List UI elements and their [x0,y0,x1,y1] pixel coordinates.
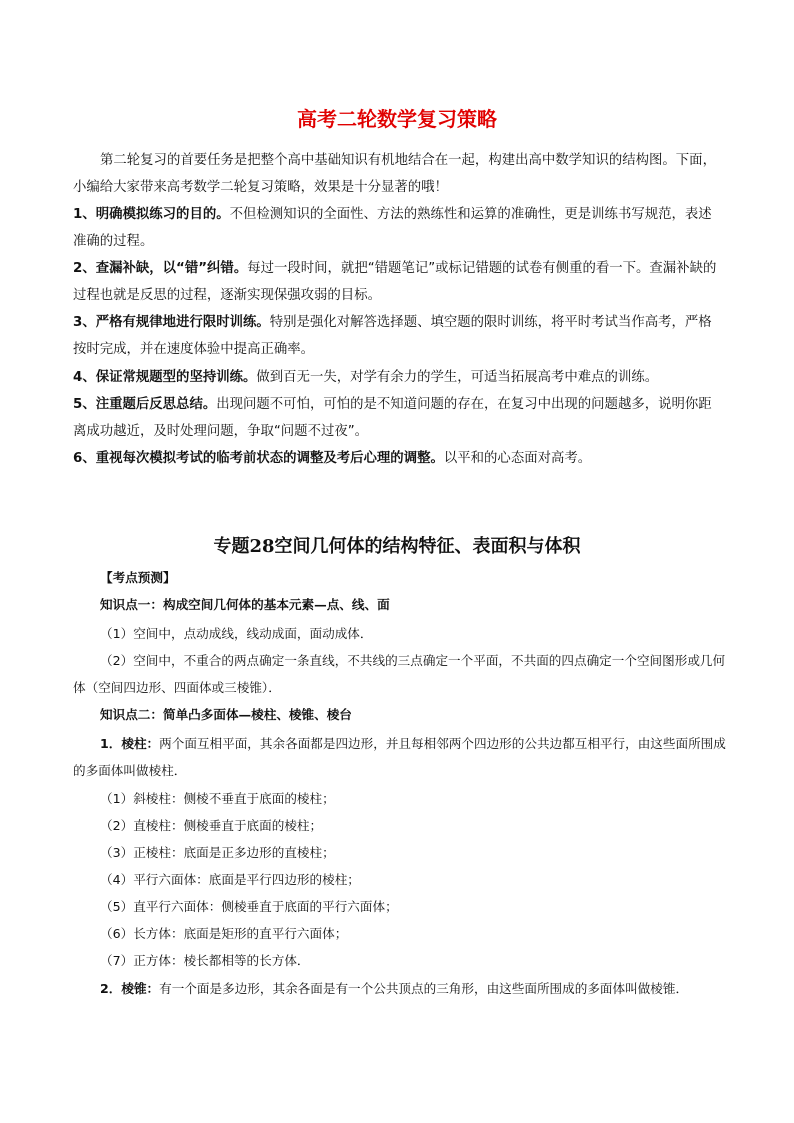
kp1-title-text: 知识点一：构成空间几何体的基本元素—点、线、面 [100,597,390,612]
strategy-title: 高考二轮数学复习策略 [297,107,497,131]
section-tag [100,565,755,592]
kp1-line-1: （1）空间中，点动成线，线动成面，面动成体． [100,626,373,641]
strategy-item-2 [73,256,723,309]
strategy-item-body: 每过一段时间，就把“错题笔记”或标记错题的试卷有侧重的看一下。查漏补缺的过程也就是反思的过程，逐渐实现保强攻弱的目标。 [73,261,717,303]
strategy-item-body: 特别是强化对解答选择题、填空题的限时训练，将平时考试当作高考，严格按时完成，并在速度体验中提高正确率。 [73,315,712,357]
strategy-item-body: 不但检测知识的全面性、方法的熟练性和运算的准确性，更是训练书写规范，表述准确的过程。 [73,207,712,249]
prism-type-3: （3）正棱柱：底面是正多边形的直棱柱； [100,845,335,860]
strategy-item-head: 1、明确模拟练习的目的。 [73,207,230,222]
prism-type-2: （2）直棱柱：侧棱垂直于底面的棱柱； [100,818,323,833]
strategy-item-3 [73,310,723,363]
strategy-item-head: 5、注重题后反思总结。 [73,397,217,412]
prism-body: 两个面互相平面，其余各面都是四边形，并且每相邻两个四边形的公共边都互相平行，由这些面所围成的多面体叫做棱柱． [73,736,726,778]
strategy-item-body: 出现问题不可怕，可怕的是不知道问题的存在，在复习中出现的问题越多，说明你距离成功越近，及时处理问题，争取“问题不过夜”。 [73,397,712,439]
strategy-item-head: 4、保证常规题型的坚持训练。 [73,370,257,385]
prism-head: 1．棱柱： [100,736,160,751]
prism-type-6: （6）长方体：底面是矩形的直平行六面体； [100,926,348,941]
section-tag-text: 【考点预测】 [100,570,176,585]
strategy-item-body: 以平和的心态面对高考。 [443,451,592,466]
pyramid-body: 有一个面是多边形，其余各面是有一个公共顶点的三角形，由这些面所围成的多面体叫做棱锥． [159,981,689,996]
topic-title: 专题28空间几何体的结构特征、表面积与体积 [213,536,581,557]
kp1-line-2: （2）空间中，不重合的两点确定一条直线，不共线的三点确定一个平面，不共面的四点确定一个空间图形或几何体（空间四边形、四面体或三棱锥）． [73,653,726,695]
strategy-item-4 [73,365,723,392]
prism-type-4: （4）平行六面体：底面是平行四边形的棱柱； [100,872,360,887]
strategy-item-head: 3、严格有规律地进行限时训练。 [73,315,270,330]
pyramid-definition [73,976,728,1003]
strategy-item-body: 做到百无一失，对学有余力的学生，可适当拓展高考中难点的训练。 [256,370,659,385]
knowledge-point-2-title [100,702,755,729]
strategy-item-head: 6、重视每次模拟考试的临考前状态的调整及考后心理的调整。 [73,451,444,466]
strategy-item-1 [73,202,723,255]
kp2-title-text: 知识点二：简单凸多面体—棱柱、棱锥、棱台 [100,707,352,722]
pyramid-head: 2．棱锥： [100,981,160,996]
strategy-intro: 第二轮复习的首要任务是把整个高中基础知识有机地结合在一起，构建出高中数学知识的结构图。下面，小编给大家带来高考数学二轮复习策略，效果是十分显著的哦！ [73,153,716,195]
strategy-item-5 [73,392,723,445]
prism-type-5: （5）直平行六面体：侧棱垂直于底面的平行六面体； [100,899,398,914]
strategy-item-6 [73,446,723,473]
prism-type-1: （1）斜棱柱：侧棱不垂直于底面的棱柱； [100,791,335,806]
prism-type-7: （7）正方体：棱长都相等的长方体． [100,953,310,968]
strategy-item-head: 2、查漏补缺，以“错”纠错。 [73,261,248,276]
knowledge-point-1-title [100,592,755,619]
prism-definition [73,731,728,785]
